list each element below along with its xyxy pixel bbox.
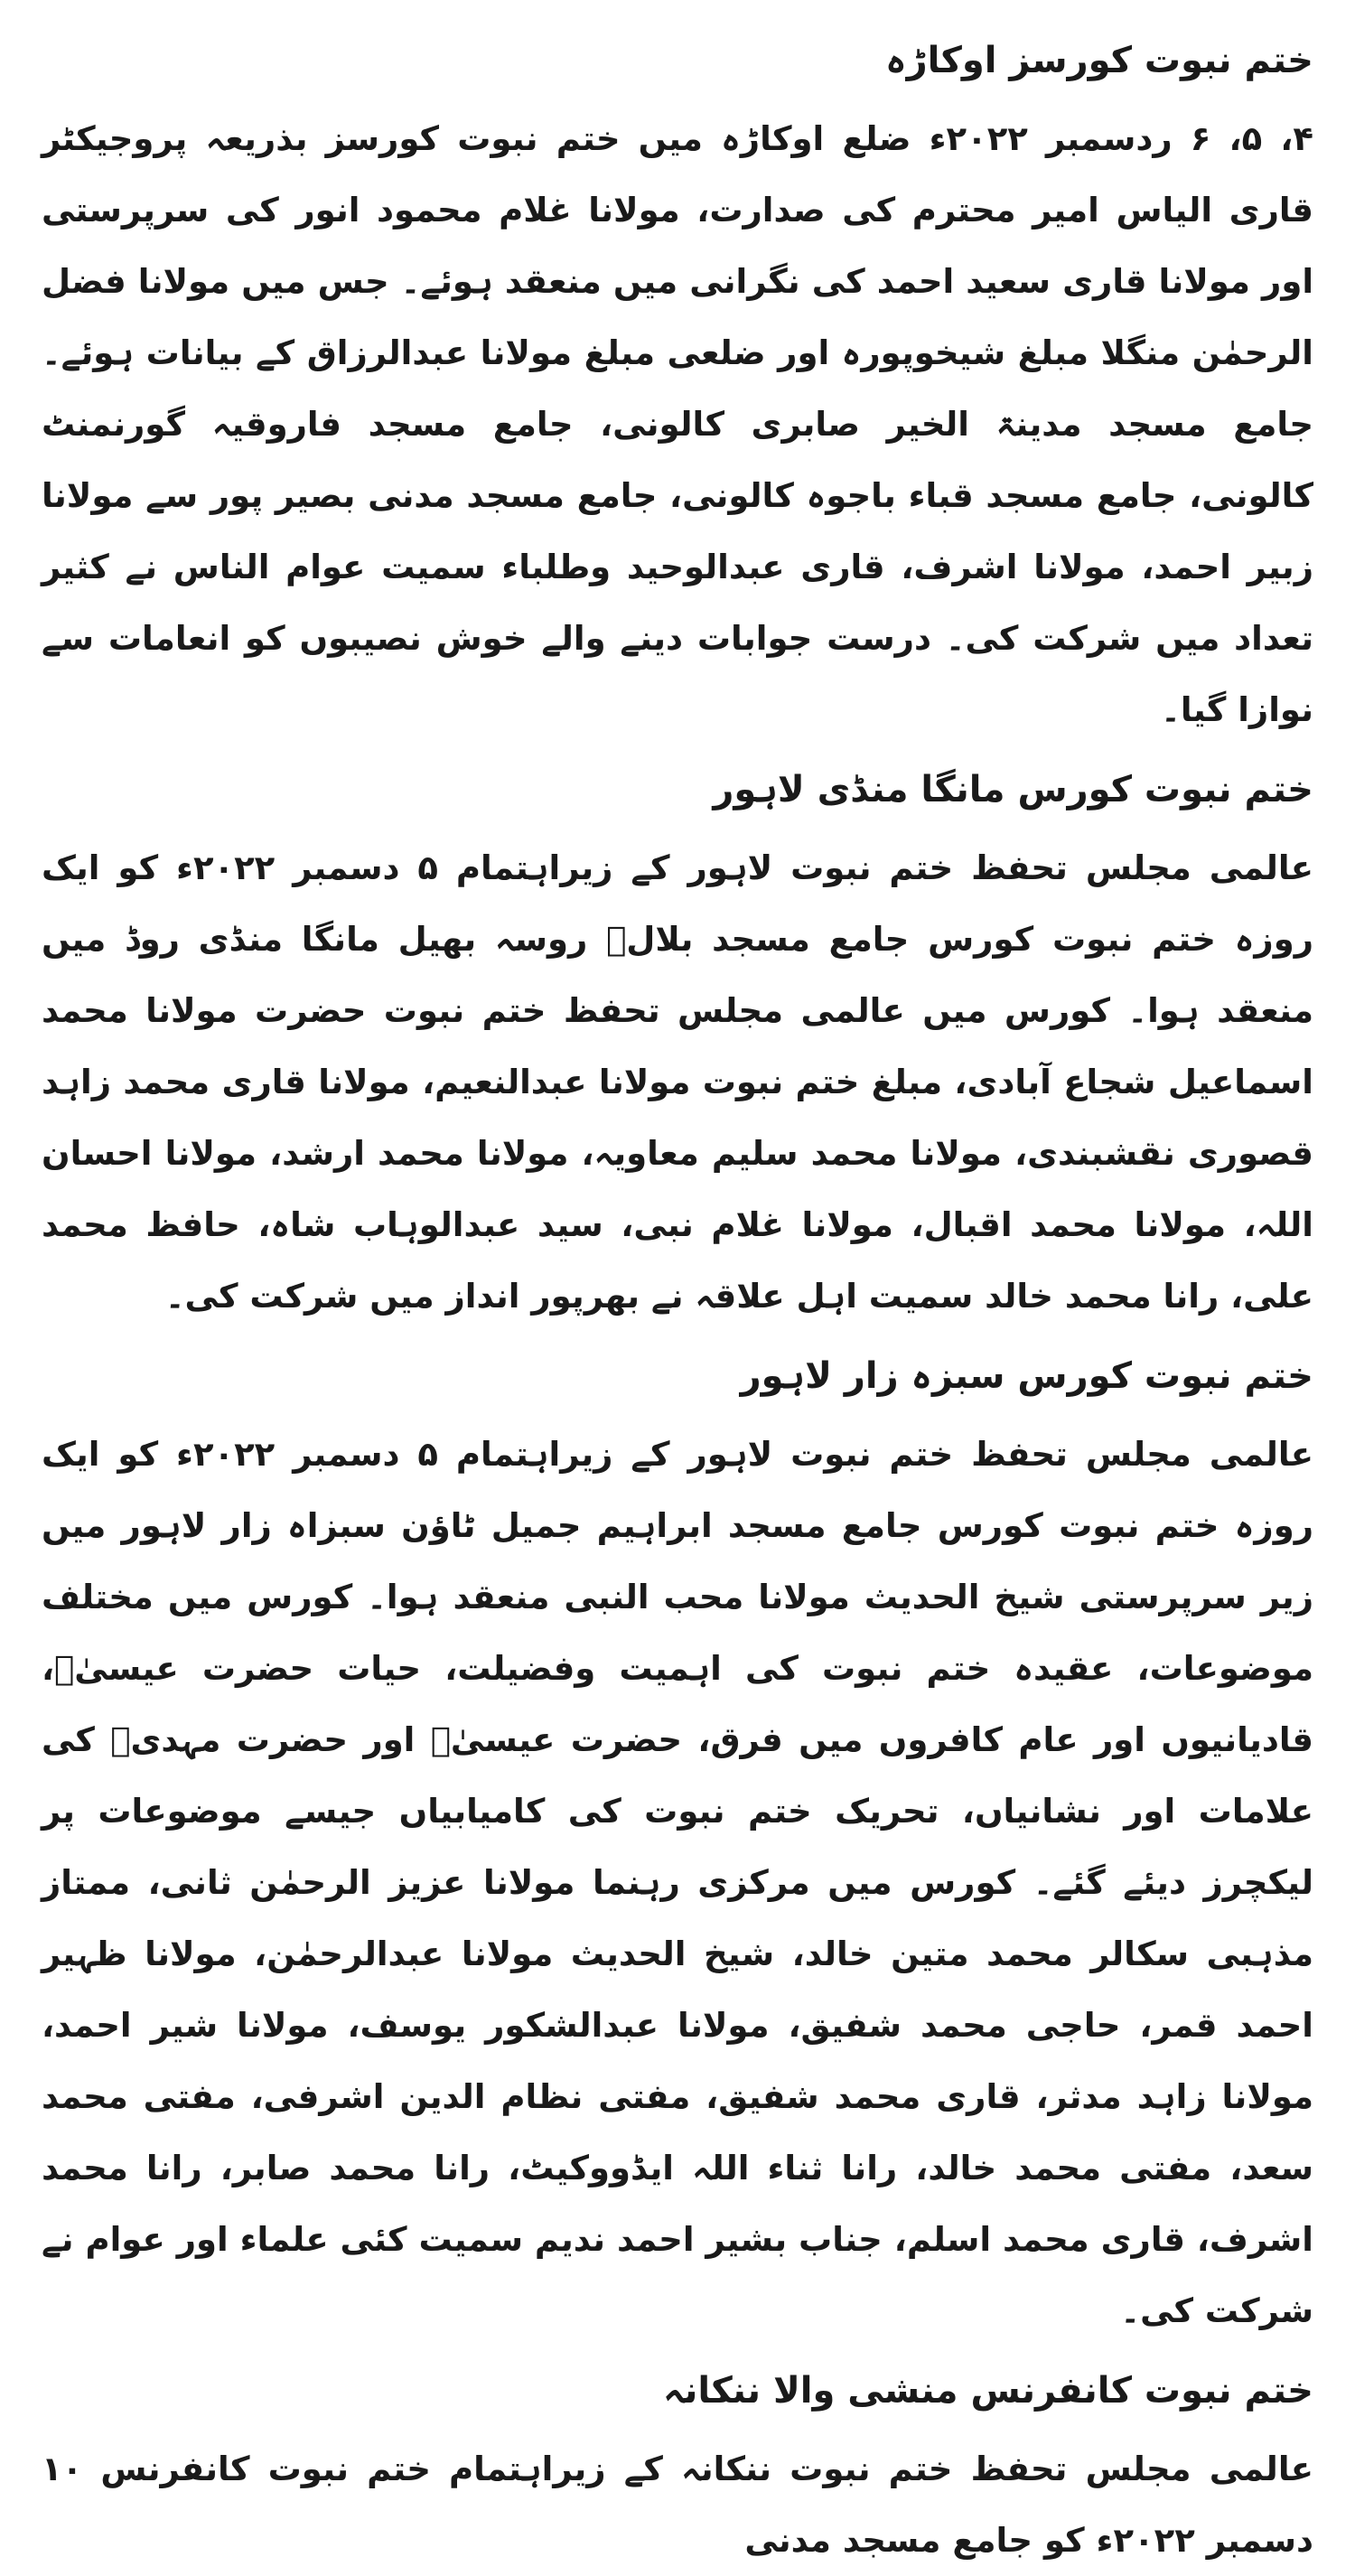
article-nankana-conference	[42, 2361, 1313, 2576]
article-heading: ختم نبوت کورسز اوکاڑہ	[885, 40, 1313, 81]
article-body: ۴، ۵، ۶ ردسمبر ۲۰۲۲ء ضلع اوکاڑہ میں ختم نبوت کورسز بذریعہ پروجیکٹر قاری الیاس امیر محترم کی صدارت، مولانا غلام محمود انور کی سرپرستی اور مولانا قاری سعید احمد کی نگرانی میں منعقد ہوئے۔ جس میں مولانا فضل الرحمٰن منگلا مبلغ شیخوپورہ اور ضلعی مبلغ مولانا عبدالرزاق کے بیانات ہوئے۔ جامع مسجد مدینۃ الخیر صابری کالونی، جامع مسجد فاروقیہ گورنمنٹ کالونی، جامع مسجد قباء باجوہ کالونی، جامع مسجد مدنی بصیر پور سے مولانا زبیر احمد، مولانا اشرف، قاری عبدالوحید وطلباء سمیت عوام الناس نے کثیر تعداد میں شرکت کی۔ درست جوابات دینے والے خوش نصیبوں کو انعامات سے نوازا گیا۔	[42, 119, 1314, 729]
article-body: عالمی مجلس تحفظ ختم نبوت لاہور کے زیراہتمام ۵ دسمبر ۲۰۲۲ء کو ایک روزہ ختم نبوت کورس جامع مسجد ابراہیم جمیل ٹاؤن سبزاہ زار لاہور میں زیر سرپرستی شیخ الحدیث مولانا محب النبی منعقد ہوا۔ کورس میں مختلف موضوعات، عقیدہ ختم نبوت کی اہمیت وفضیلت، حیات حضرت عیسیٰؑ، قادیانیوں اور عام کافروں میں فرق، حضرت عیسیٰؑ اور حضرت مہدیؓ کی علامات اور نشانیاں، تحریک ختم نبوت کی کامیابیاں جیسے موضوعات پر لیکچرز دیئے گئے۔ کورس میں مرکزی رہنما مولانا عزیز الرحمٰن ثانی، ممتاز مذہبی سکالر محمد متین خالد، شیخ الحدیث مولانا عبدالرحمٰن، مولانا ظہیر احمد قمر، حاجی محمد شفیق، مولانا عبدالشکور یوسف، مولانا شیر احمد، مولانا زاہد مدثر، قاری محمد شفیق، مفتی نظام الدین اشرفی، مفتی محمد سعد، مفتی محمد خالد، رانا ثناء اللہ ایڈووکیٹ، رانا محمد صابر، رانا محمد اشرف، قاری محمد اسلم، جناب بشیر احمد ندیم سمیت کئی علماء اور عوام نے شرکت کی۔	[42, 1435, 1314, 2330]
article-heading: ختم نبوت کورس سبزہ زار لاہور	[740, 1355, 1313, 1397]
article-okara	[42, 31, 1313, 745]
article-heading: ختم نبوت کورس مانگا منڈی لاہور	[713, 769, 1313, 810]
article-body: عالمی مجلس تحفظ ختم نبوت ننکانہ کے زیراہتمام ختم نبوت کانفرنس ۱۰ دسمبر ۲۰۲۲ء کو جامع مسجد مدنی	[42, 2450, 1313, 2560]
article-body: عالمی مجلس تحفظ ختم نبوت لاہور کے زیراہتمام ۵ دسمبر ۲۰۲۲ء کو ایک روزہ ختم نبوت کورس جامع مسجد بلالؓ روسہ بھیل مانگا منڈی روڈ میں منعقد ہوا۔ کورس میں عالمی مجلس تحفظ ختم نبوت حضرت مولانا محمد اسماعیل شجاع آبادی، مبلغ ختم نبوت مولانا عبدالنعیم، مولانا قاری محمد زاہد قصوری نقشبندی، مولانا محمد سلیم معاویہ، مولانا محمد ارشد، مولانا احسان اللہ، مولانا محمد اقبال، مولانا غلام نبی، سید عبدالوہاب شاہ، حافظ محمد علی، رانا محمد خالد سمیت اہل علاقہ نے بھرپور انداز میں شرکت کی۔	[42, 848, 1314, 1316]
article-sabzazar	[42, 1346, 1313, 2347]
article-heading: ختم نبوت کانفرنس منشی والا ننکانہ	[662, 2370, 1313, 2412]
article-manga-mandi	[42, 760, 1313, 1332]
